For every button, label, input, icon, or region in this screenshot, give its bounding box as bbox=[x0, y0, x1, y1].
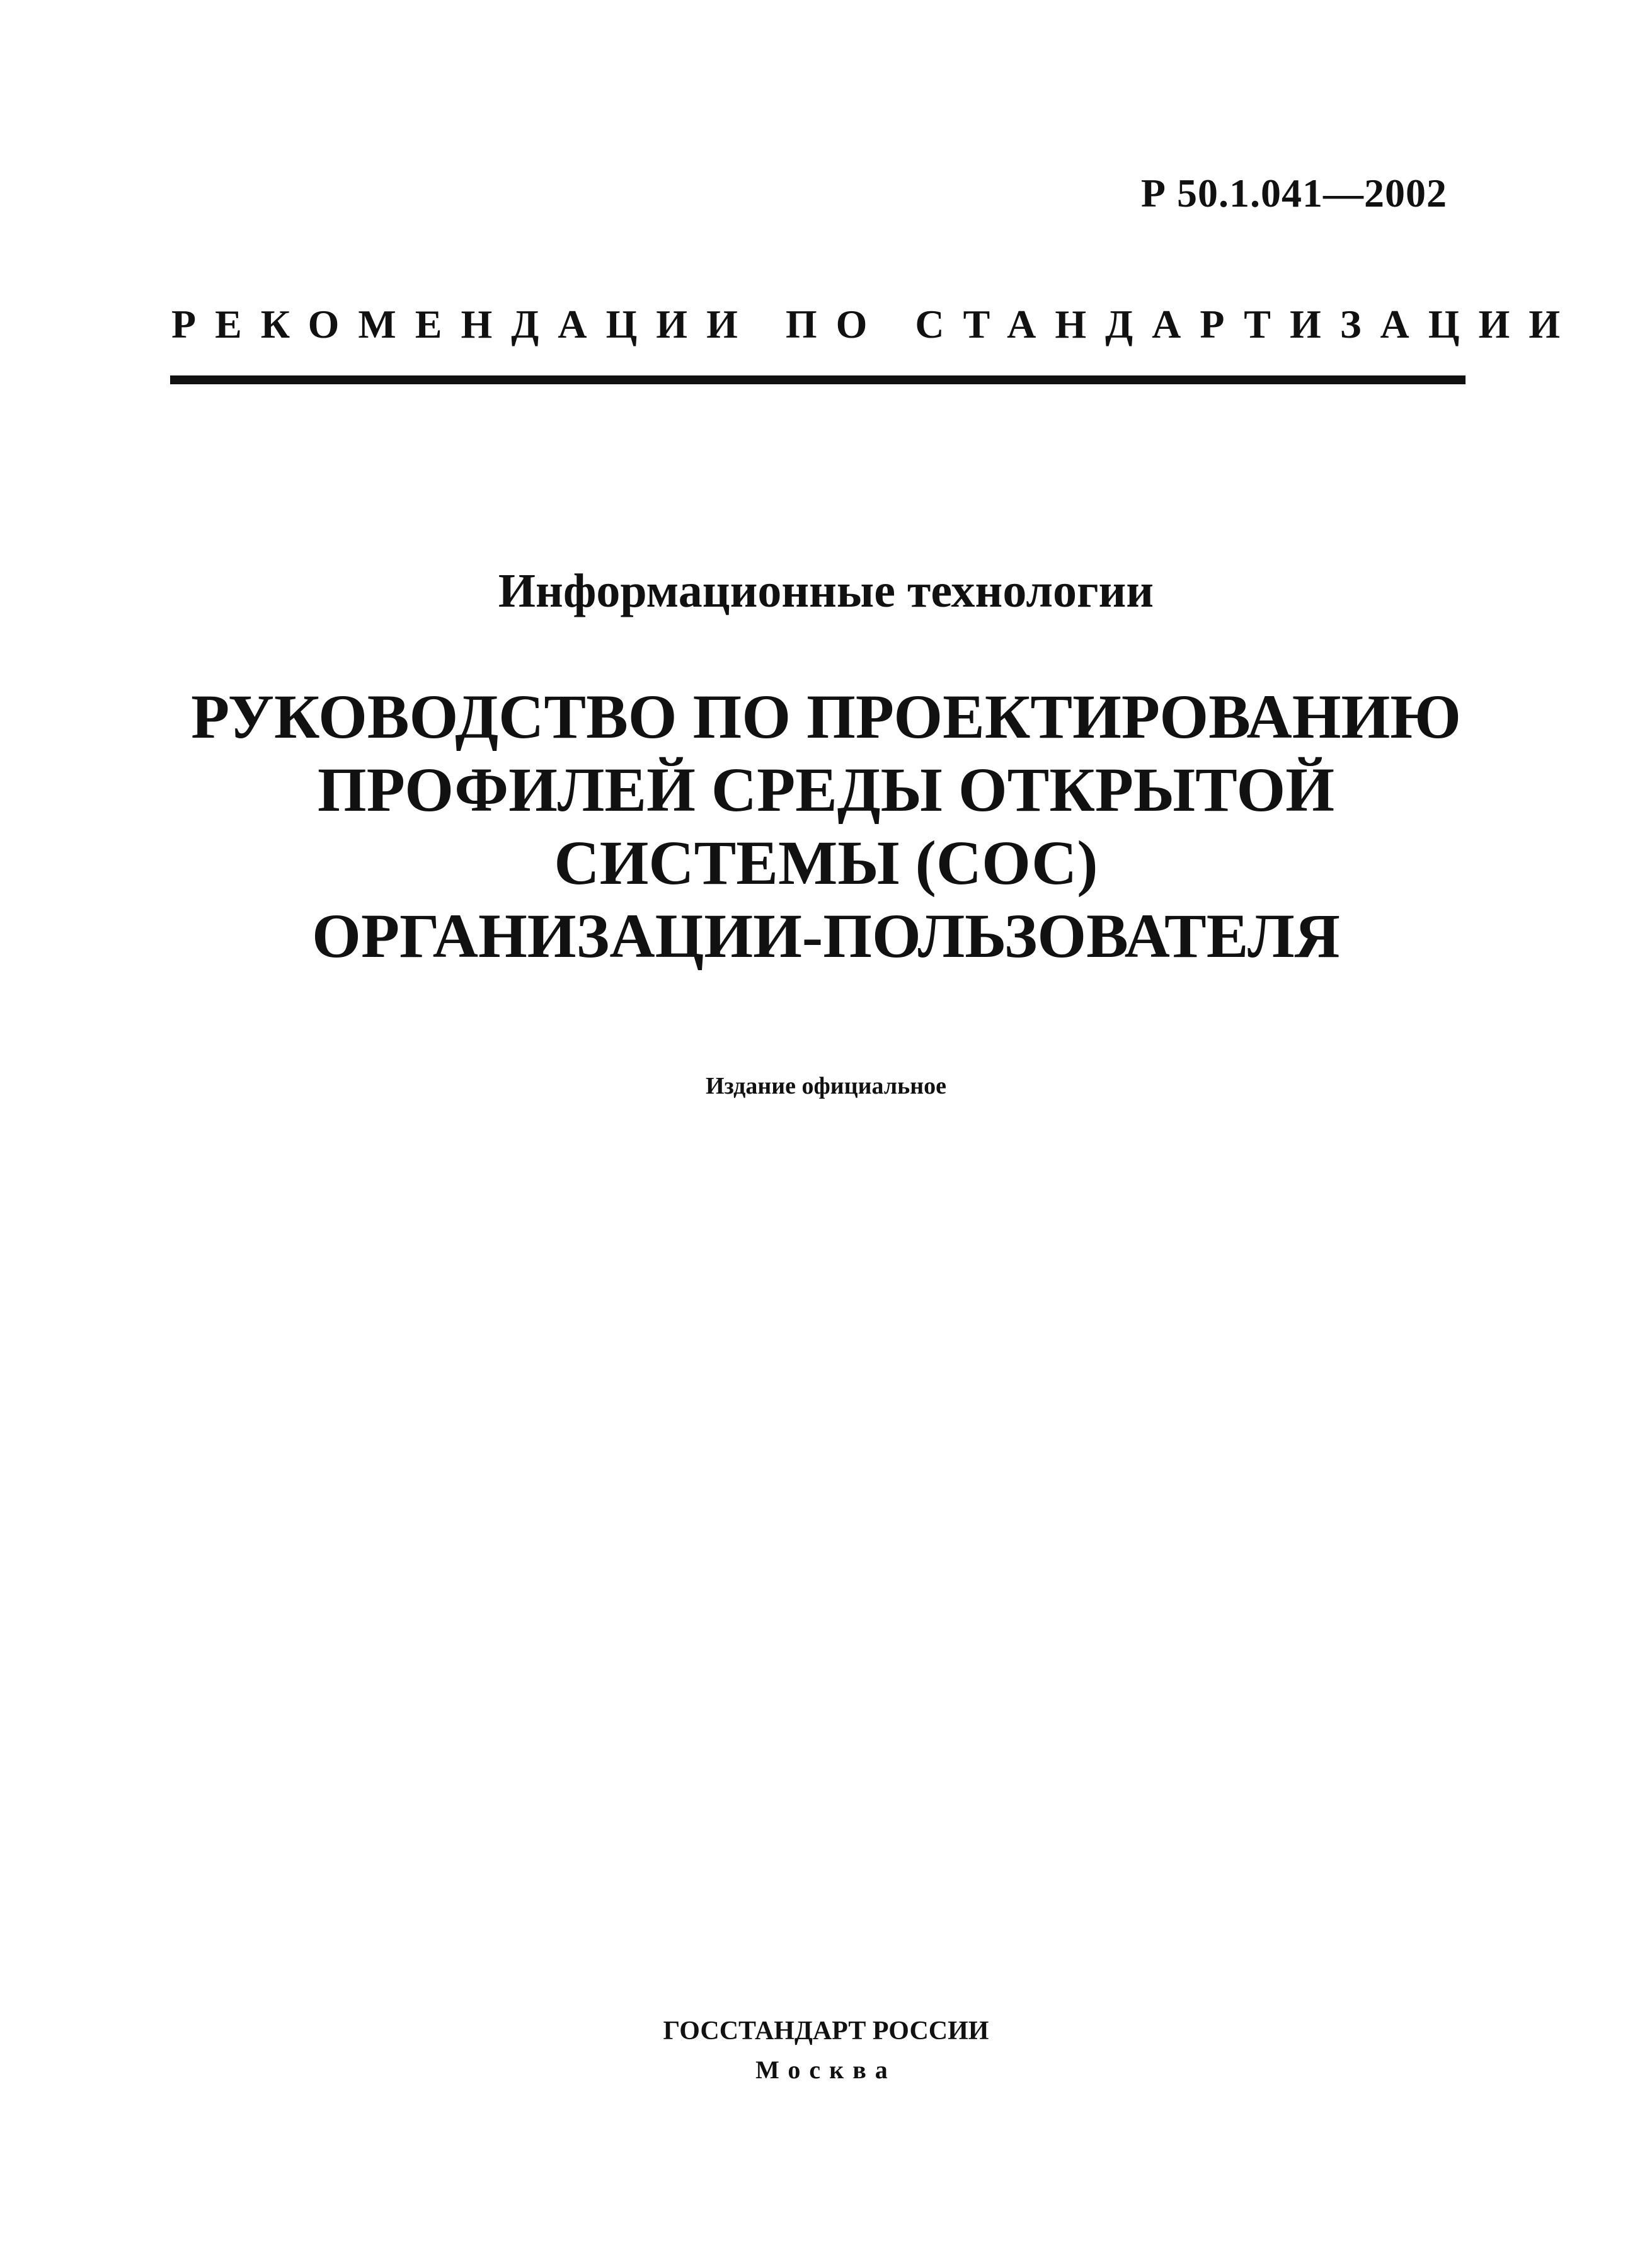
document-number: Р 50.1.041—2002 bbox=[1140, 171, 1447, 215]
document-title bbox=[0, 680, 1652, 973]
series-heading: РЕКОМЕНДАЦИИ ПО СТАНДАРТИЗАЦИИ bbox=[171, 302, 1580, 346]
title-line: РУКОВОДСТВО ПО ПРОЕКТИРОВАНИЮ bbox=[191, 682, 1461, 752]
title-line: СИСТЕМЫ (СОС) bbox=[554, 828, 1098, 898]
publisher-city: Москва bbox=[755, 2056, 897, 2084]
publisher-name: ГОССТАНДАРТ РОССИИ bbox=[663, 2017, 989, 2046]
header-rule bbox=[170, 375, 1466, 384]
edition-label: Издание официальное bbox=[705, 1073, 946, 1099]
title-line: ПРОФИЛЕЙ СРЕДЫ ОТКРЫТОЙ bbox=[317, 755, 1335, 825]
subject-heading: Информационные технологии bbox=[498, 564, 1154, 617]
title-line: ОРГАНИЗАЦИИ-ПОЛЬЗОВАТЕЛЯ bbox=[312, 901, 1340, 971]
